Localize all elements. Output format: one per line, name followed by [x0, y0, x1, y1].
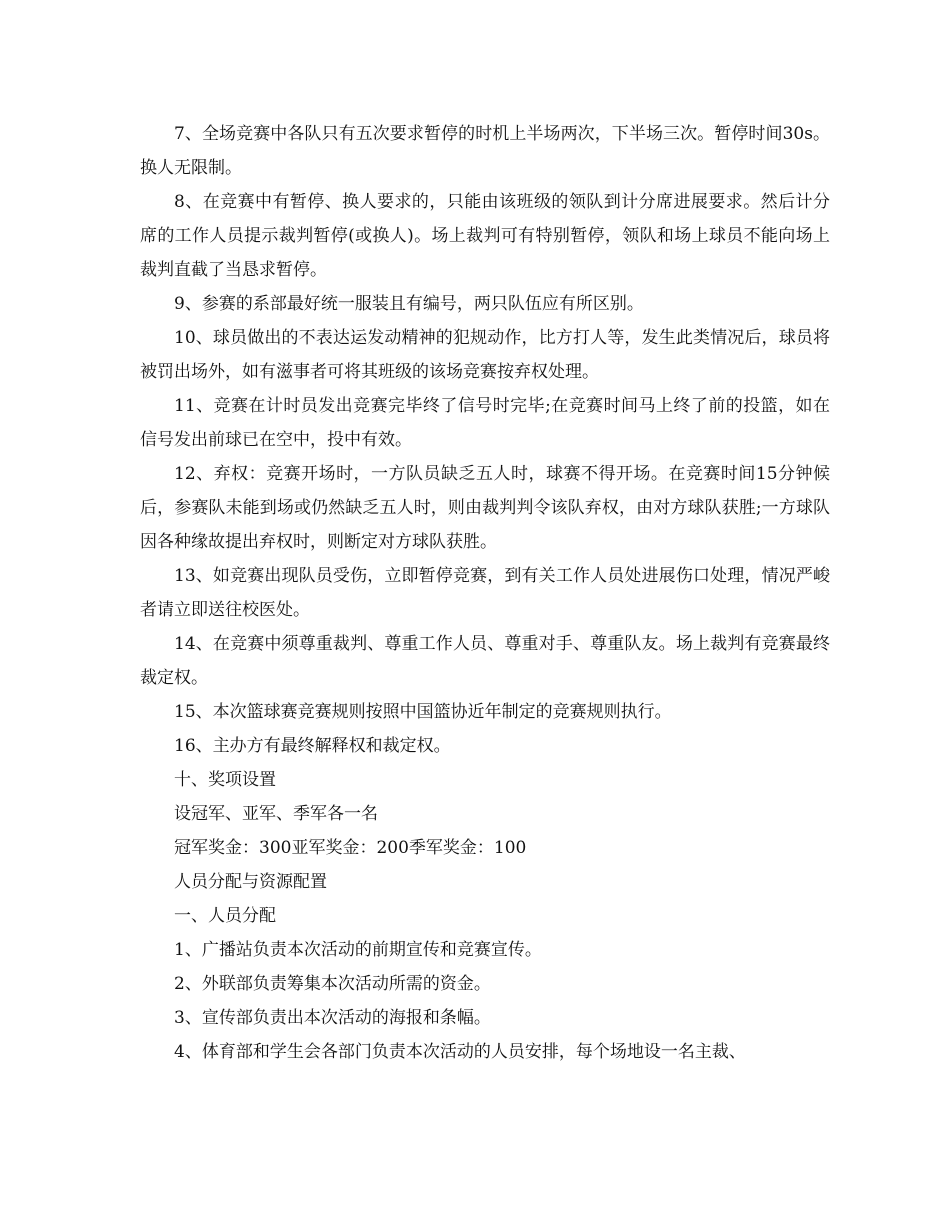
paragraph-staff-1: 1、广播站负责本次活动的前期宣传和竞赛宣传。 — [174, 940, 542, 960]
paragraph-rule-10: 10、球员做出的不表达运发动精神的犯规动作，比方打人等，发生此类情况后，球员将被罚出场外，如有滋事者可将其班级的该场竞赛按弃权处理。 — [140, 328, 830, 382]
paragraph-rule-12: 12、弃权：竞赛开场时，一方队员缺乏五人时，球赛不得开场。在竞赛时间15分钟候后，参赛队未能到场或仍然缺乏五人时，则由裁判判令该队弃权，由对方球队获胜;一方球队因各种缘故提出弃权时，则断定对方球队获胜。 — [140, 464, 830, 552]
paragraph-awards-ranks: 设冠军、亚军、季军各一名 — [174, 804, 378, 824]
paragraph-staff-2: 2、外联部负责筹集本次活动所需的资金。 — [174, 974, 491, 994]
section-heading-staffing: 人员分配与资源配置 — [174, 872, 327, 892]
paragraph-awards-prizes: 冠军奖金：300亚军奖金：200季军奖金：100 — [174, 838, 527, 858]
section-heading-awards: 十、奖项设置 — [174, 770, 276, 790]
paragraph-rule-16: 16、主办方有最终解释权和裁定权。 — [174, 736, 451, 756]
paragraph-rule-13: 13、如竞赛出现队员受伤，立即暂停竞赛，到有关工作人员处进展伤口处理，情况严峻者请立即送往校医处。 — [140, 566, 830, 620]
paragraph-staff-3: 3、宣传部负责出本次活动的海报和条幅。 — [174, 1008, 491, 1028]
document-body — [140, 117, 830, 1069]
paragraph-rule-9: 9、参赛的系部最好统一服装且有编号，两只队伍应有所区别。 — [174, 294, 644, 314]
paragraph-rule-7: 7、全场竞赛中各队只有五次要求暂停的时机上半场两次，下半场三次。暂停时间30s。换人无限制。 — [140, 124, 830, 178]
paragraph-rule-14: 14、在竞赛中须尊重裁判、尊重工作人员、尊重对手、尊重队友。场上裁判有竞赛最终裁定权。 — [140, 634, 830, 688]
paragraph-rule-15: 15、本次篮球赛竞赛规则按照中国篮协近年制定的竞赛规则执行。 — [174, 702, 672, 722]
paragraph-staff-4: 4、体育部和学生会各部门负责本次活动的人员安排，每个场地设一名主裁、 — [174, 1042, 746, 1062]
paragraph-rule-11: 11、竞赛在计时员发出竞赛完毕终了信号时完毕;在竞赛时间马上终了前的投篮，如在信号发出前球已在空中，投中有效。 — [140, 396, 830, 450]
subsection-heading-personnel: 一、人员分配 — [174, 906, 276, 926]
paragraph-rule-8: 8、在竞赛中有暂停、换人要求的，只能由该班级的领队到计分席进展要求。然后计分席的工作人员提示裁判暂停(或换人)。场上裁判可有特别暂停，领队和场上球员不能向场上裁判直截了当恳求暂停。 — [140, 192, 830, 280]
